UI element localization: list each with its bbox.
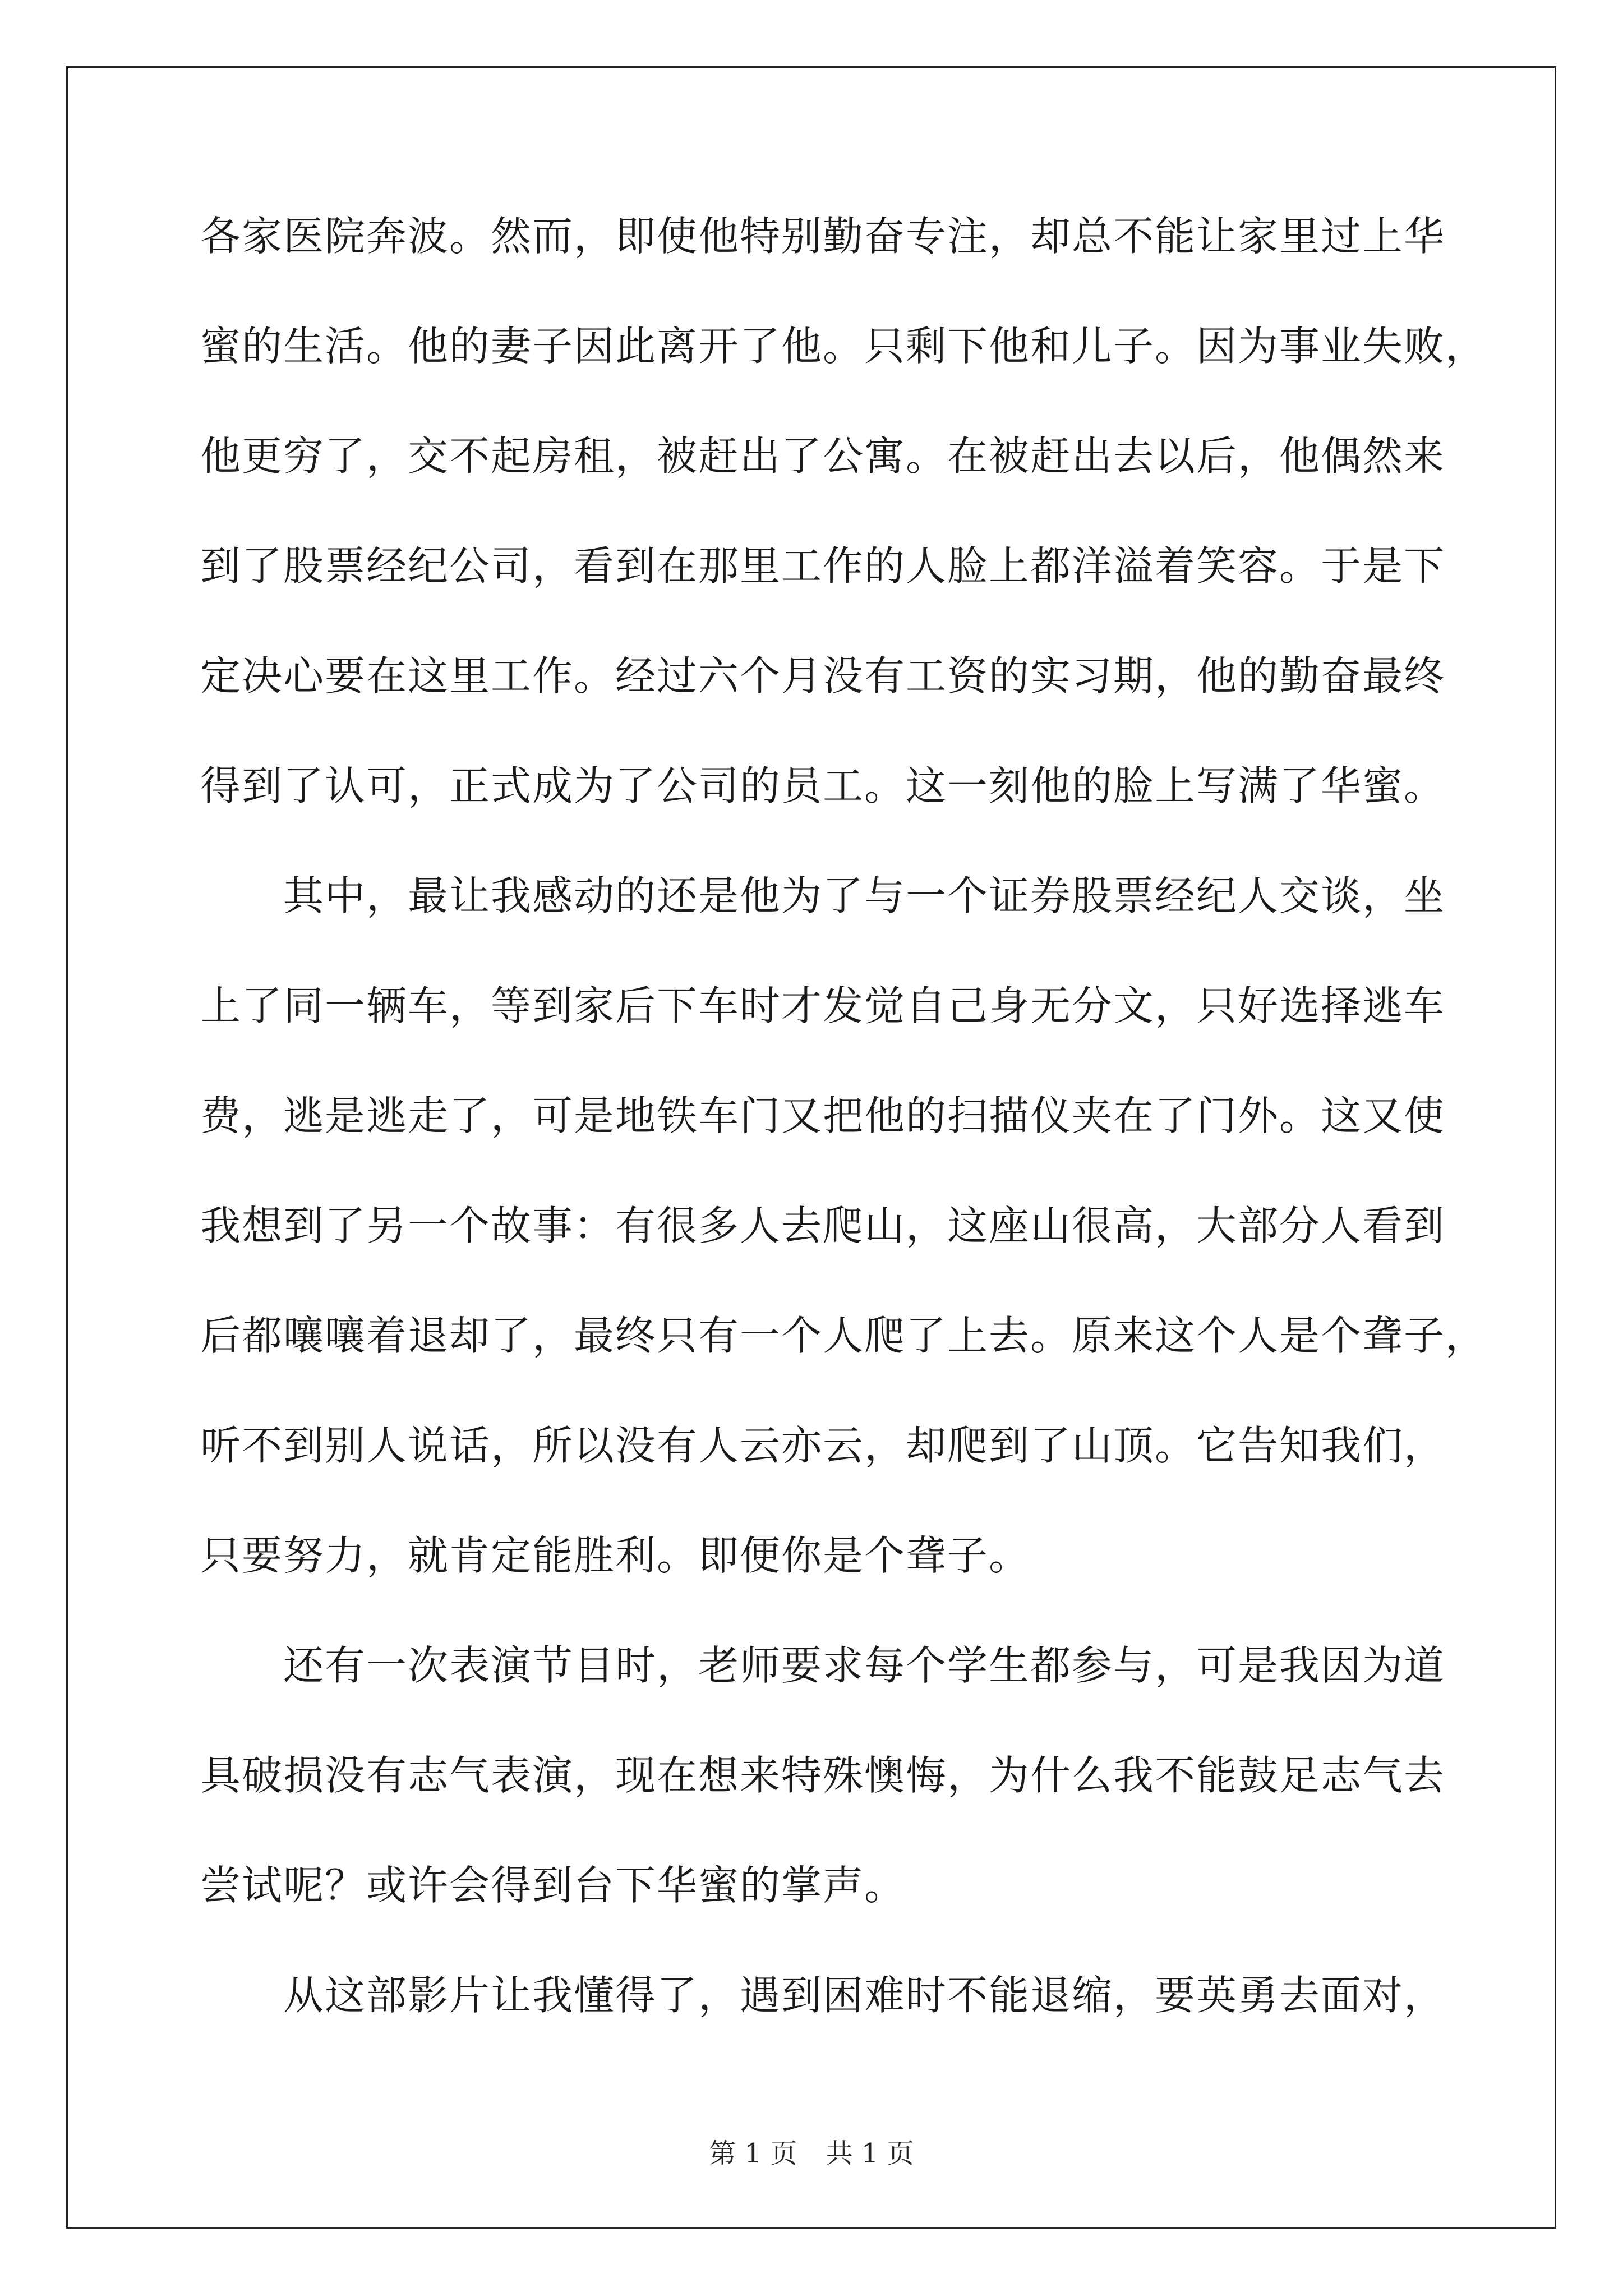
paragraph-line: 尝试呢？或许会得到台下华蜜的掌声。	[200, 1862, 906, 1909]
paragraph-line: 上了同一辆车，等到家后下车时才发觉自己身无分文，只好选择逃车	[200, 982, 1446, 1029]
paragraph-line: 各家医院奔波。然而，即使他特别勤奋专注，却总不能让家里过上华	[200, 213, 1446, 260]
paragraph-line: 费，逃是逃走了，可是地铁车门又把他的扫描仪夹在了门外。这又使	[200, 1092, 1446, 1139]
paragraph-line: 得到了认可，正式成为了公司的员工。这一刻他的脸上写满了华蜜。	[200, 762, 1446, 809]
document-body	[200, 213, 1487, 2085]
page-number: 第 1 页	[709, 2138, 797, 2169]
paragraph-line: 其中，最让我感动的还是他为了与一个证券股票经纪人交谈，坐	[283, 872, 1446, 919]
paragraph-line: 蜜的生活。他的妻子因此离开了他。只剩下他和儿子。因为事业失败，	[200, 323, 1487, 370]
paragraph-line: 具破损没有志气表演，现在想来特殊懊悔，为什么我不能鼓足志气去	[200, 1752, 1446, 1799]
paragraph-line: 定决心要在这里工作。经过六个月没有工资的实习期，他的勤奋最终	[200, 652, 1446, 700]
paragraph-line: 还有一次表演节目时，老师要求每个学生都参与，可是我因为道	[283, 1642, 1446, 1689]
page-footer	[0, 2132, 1623, 2170]
paragraph-line: 听不到别人说话，所以没有人云亦云，却爬到了山顶。它告知我们，	[200, 1422, 1446, 1469]
paragraph-line: 到了股票经纪公司，看到在那里工作的人脸上都洋溢着笑容。于是下	[200, 542, 1446, 590]
paragraph-line: 只要努力，就肯定能胜利。即便你是个聋子。	[200, 1532, 1031, 1579]
page-total: 共 1 页	[826, 2138, 914, 2169]
paragraph-line: 我想到了另一个故事：有很多人去爬山，这座山很高，大部分人看到	[200, 1202, 1446, 1249]
paragraph-line: 后都嚷嚷着退却了，最终只有一个人爬了上去。原来这个人是个聋子，	[200, 1312, 1487, 1359]
paragraph-line: 从这部影片让我懂得了，遇到困难时不能退缩，要英勇去面对，	[283, 1972, 1446, 2019]
paragraph-line: 他更穷了，交不起房租，被赶出了公寓。在被赶出去以后，他偶然来	[200, 432, 1446, 480]
